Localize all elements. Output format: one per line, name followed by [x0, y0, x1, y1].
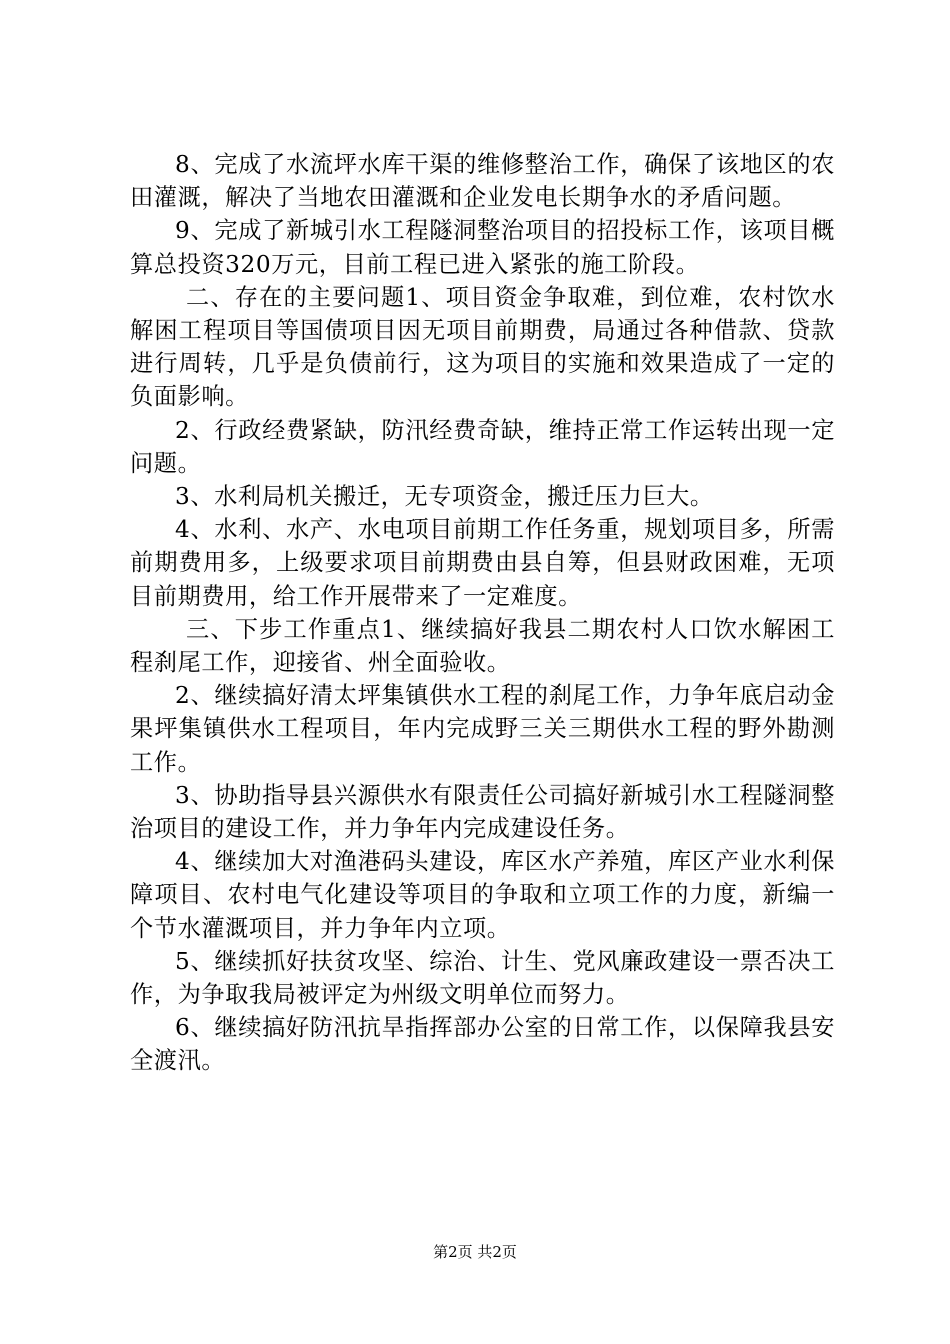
paragraph-item-9: 9、完成了新城引水工程隧洞整治项目的招投标工作，该项目概算总投资320万元，目前工程已进入紧张的施工阶段。 [130, 217, 835, 278]
paragraph-problem-3: 3、水利局机关搬迁，无专项资金，搬迁压力巨大。 [175, 483, 714, 511]
section-heading-next-steps: 三、下步工作重点1、继续搞好我县二期农村人口饮水解困工程刹尾工作，迎接省、州全面验收。 [130, 615, 835, 677]
paragraph-item-8: 8、完成了水流坪水库干渠的维修整治工作，确保了该地区的农田灌溉，解决了当地农田灌溉和企业发电长期争水的矛盾问题。 [130, 151, 835, 212]
paragraph-problem-4: 4、水利、水产、水电项目前期工作任务重，规划项目多，所需前期费用多，上级要求项目前期费由县自筹，但县财政困难，无项目前期费用，给工作开展带来了一定难度。 [130, 516, 835, 610]
page-number-footer: 第2页 共2页 [433, 1243, 517, 1261]
paragraph-next-5: 5、继续抓好扶贫攻坚、综治、计生、党风廉政建设一票否决工作，为争取我局被评定为州级文明单位而努力。 [130, 947, 835, 1009]
paragraph-problem-2: 2、行政经费紧缺，防汛经费奇缺，维持正常工作运转出现一定问题。 [130, 416, 835, 477]
paragraph-next-6: 6、继续搞好防汛抗旱指挥部办公室的日常工作，以保障我县安全渡汛。 [130, 1014, 835, 1075]
document-body [130, 148, 835, 1078]
paragraph-next-3: 3、协助指导县兴源供水有限责任公司搞好新城引水工程隧洞整治项目的建设工作，并力争年内完成建设任务。 [130, 781, 835, 843]
paragraph-next-2: 2、继续搞好清太坪集镇供水工程的刹尾工作，力争年底启动金果坪集镇供水工程项目，年内完成野三关三期供水工程的野外勘测工作。 [130, 682, 835, 776]
paragraph-next-4: 4、继续加大对渔港码头建设，库区水产养殖，库区产业水利保障项目、农村电气化建设等项目的争取和立项工作的力度，新编一个节水灌溉项目，并力争年内立项。 [130, 848, 835, 942]
section-heading-problems: 二、存在的主要问题1、项目资金争取难，到位难，农村饮水解困工程项目等国债项目因无项目前期费，局通过各种借款、贷款进行周转，几乎是负债前行，这为项目的实施和效果造成了一定的负面影响。 [130, 283, 835, 411]
